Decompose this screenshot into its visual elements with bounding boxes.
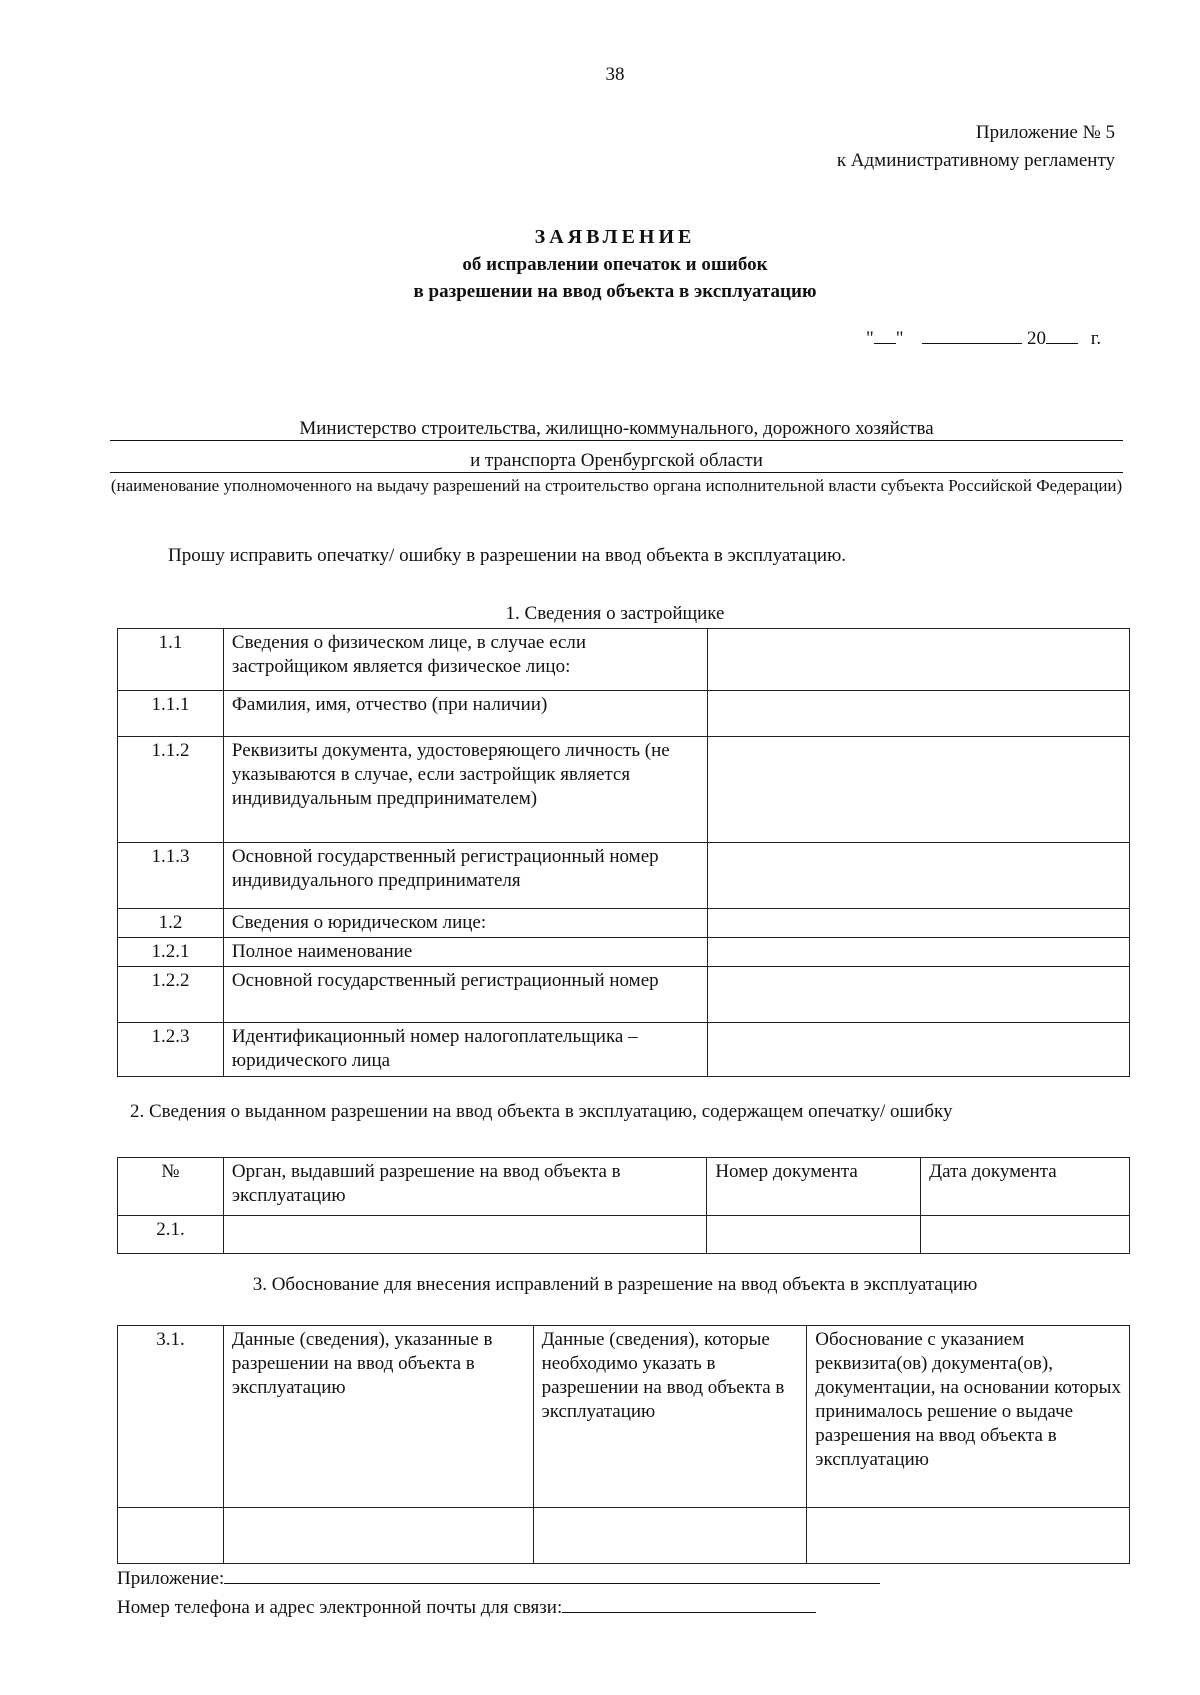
value-cell[interactable] xyxy=(707,909,1129,938)
value-cell[interactable] xyxy=(707,967,1129,1023)
value-cell[interactable] xyxy=(118,1508,224,1564)
value-cell[interactable] xyxy=(707,843,1129,909)
row-label: Основной государственный регистрационный номер xyxy=(223,967,707,1023)
row-number: 1.2.1 xyxy=(118,938,224,967)
value-cell[interactable] xyxy=(533,1508,807,1564)
developer-info-table xyxy=(117,628,1130,1077)
row-number: 1.1.3 xyxy=(118,843,224,909)
justification-table xyxy=(117,1325,1130,1564)
value-cell[interactable] xyxy=(707,1023,1129,1077)
column-header: Данные (сведения), которые необходимо указать в разрешении на ввод объекта в эксплуатацию xyxy=(533,1326,807,1508)
value-cell[interactable] xyxy=(921,1216,1130,1254)
page-number: 38 xyxy=(605,64,625,85)
date-quote-close: " xyxy=(895,328,904,349)
value-cell[interactable] xyxy=(807,1508,1130,1564)
appendix-line-1: Приложение № 5 xyxy=(975,122,1115,143)
title-line-2: об исправлении опечаток и ошибок xyxy=(462,254,768,275)
month-blank[interactable] xyxy=(922,325,1022,344)
permit-info-table xyxy=(117,1157,1130,1254)
value-cell[interactable] xyxy=(223,1508,533,1564)
column-header: Номер документа xyxy=(707,1158,921,1216)
row-number: 3.1. xyxy=(118,1326,224,1508)
column-header: Дата документа xyxy=(921,1158,1130,1216)
document-title xyxy=(0,224,1200,305)
year-blank[interactable] xyxy=(1046,325,1078,344)
row-number: 1.1.2 xyxy=(118,737,224,843)
column-header: Обоснование с указанием реквизита(ов) документа(ов), документации, на основании которых принималось решение о выдаче разрешения на ввод объекта в эксплуатацию xyxy=(807,1326,1130,1508)
appendix-note xyxy=(837,119,1115,175)
table-row xyxy=(118,967,1130,1023)
row-label: Сведения о физическом лице, в случае если застройщиком является физическое лицо: xyxy=(223,629,707,691)
value-cell[interactable] xyxy=(223,1216,706,1254)
table-row xyxy=(118,691,1130,737)
row-label: Идентификационный номер налогоплательщика – юридического лица xyxy=(223,1023,707,1077)
row-number: 1.1.1 xyxy=(118,691,224,737)
value-cell[interactable] xyxy=(707,1216,921,1254)
row-label: Фамилия, имя, отчество (при наличии) xyxy=(223,691,707,737)
title-line-3: в разрешении на ввод объекта в эксплуатацию xyxy=(413,281,817,302)
attachment-line xyxy=(117,1565,880,1590)
table-row xyxy=(118,909,1130,938)
contact-line xyxy=(117,1594,816,1619)
table-row xyxy=(118,629,1130,691)
year-prefix: 20 xyxy=(1027,328,1047,349)
day-blank[interactable] xyxy=(874,325,896,344)
table-row xyxy=(118,737,1130,843)
section-1-title: 1. Сведения о застройщике xyxy=(505,603,725,624)
row-number: 1.2 xyxy=(118,909,224,938)
row-label: Основной государственный регистрационный номер индивидуального предпринимателя xyxy=(223,843,707,909)
organization-line-1: Министерство строительства, жилищно-коммунального, дорожного хозяйства xyxy=(110,417,1123,441)
appendix-line-2: к Административному регламенту xyxy=(836,150,1115,171)
column-header: Данные (сведения), указанные в разрешении на ввод объекта в эксплуатацию xyxy=(223,1326,533,1508)
section-2-title: 2. Сведения о выданном разрешении на ввод объекта в эксплуатацию, содержащем опечатку/ ошибку xyxy=(130,1101,953,1122)
row-number: 1.2.3 xyxy=(118,1023,224,1077)
table-row xyxy=(118,938,1130,967)
table-row xyxy=(118,1216,1130,1254)
organization-line-2: и транспорта Оренбургской области xyxy=(110,449,1123,473)
attachment-label: Приложение: xyxy=(117,1568,225,1589)
date-quote-open: " xyxy=(866,328,874,349)
column-header: № xyxy=(118,1158,224,1216)
request-text: Прошу исправить опечатку/ ошибку в разрешении на ввод объекта в эксплуатацию. xyxy=(168,545,847,566)
section-3-title: 3. Обоснование для внесения исправлений в разрешение на ввод объекта в эксплуатацию xyxy=(252,1274,978,1295)
contact-label: Номер телефона и адрес электронной почты для связи: xyxy=(117,1597,563,1618)
table-row xyxy=(118,1508,1130,1564)
row-number: 1.2.2 xyxy=(118,967,224,1023)
row-number: 1.1 xyxy=(118,629,224,691)
row-label: Реквизиты документа, удостоверяющего личность (не указываются в случае, если застройщик является индивидуальным предпринимателем) xyxy=(223,737,707,843)
organization-caption: (наименование уполномоченного на выдачу разрешений на строительство органа исполнительной власти субъекта Российской Федерации) xyxy=(110,476,1123,495)
value-cell[interactable] xyxy=(707,938,1129,967)
year-suffix: г. xyxy=(1090,328,1102,349)
row-label: Полное наименование xyxy=(223,938,707,967)
date-field xyxy=(866,325,1101,350)
table-row xyxy=(118,1023,1130,1077)
attachment-blank[interactable] xyxy=(224,1565,880,1584)
row-label: Сведения о юридическом лице: xyxy=(223,909,707,938)
table-header-row xyxy=(118,1326,1130,1508)
table-row xyxy=(118,843,1130,909)
title-main: ЗАЯВЛЕНИЕ xyxy=(534,226,696,248)
table-header-row xyxy=(118,1158,1130,1216)
contact-blank[interactable] xyxy=(562,1594,816,1613)
value-cell[interactable] xyxy=(707,737,1129,843)
column-header: Орган, выдавший разрешение на ввод объекта в эксплуатацию xyxy=(223,1158,706,1216)
value-cell[interactable] xyxy=(707,629,1129,691)
value-cell[interactable] xyxy=(707,691,1129,737)
row-number: 2.1. xyxy=(118,1216,224,1254)
